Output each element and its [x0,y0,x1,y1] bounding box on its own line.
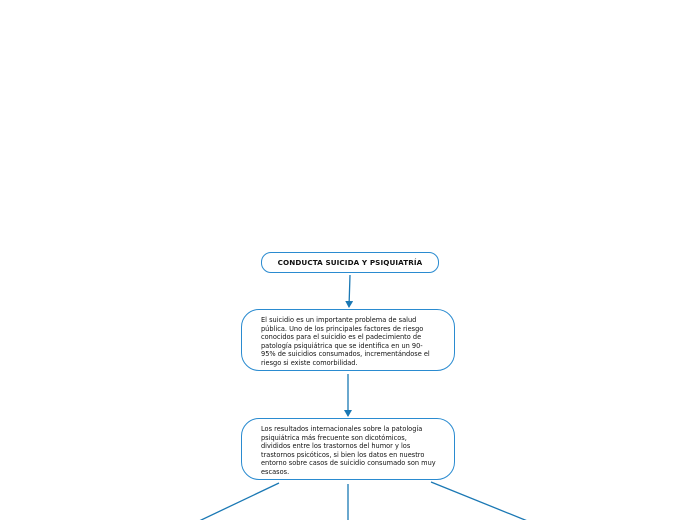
central-topic-text: CONDUCTA SUICIDA Y PSIQUIATRÍA [277,258,423,267]
subtopic-text-international-results: Los resultados internacionales sobre la patología psiquiátrica más frecuente son dicotómicos, divididos entre los trastornos del humor y los trastornos psicóticos, si bien los datos en nuestro entorno sobre casos de suicidio consumado son muy escasos. [261,425,436,476]
subtopic-node-suicide-risk[interactable] [241,309,455,371]
connector-title-to-node-1 [349,275,350,307]
connector-node-2-branch-left [197,483,279,520]
central-topic-node[interactable] [261,252,439,273]
subtopic-text-suicide-risk: El suicidio es un importante problema de salud pública. Uno de los principales factores de riesgo conocidos para el suicidio es el padecimiento de patología psiquiátrica que se identifica en un 90-95% de suicidios consumados, incrementándose el riesgo si existe comorbilidad. [261,316,430,367]
subtopic-node-international-results[interactable] [241,418,455,480]
connector-node-2-branch-right [431,482,530,520]
